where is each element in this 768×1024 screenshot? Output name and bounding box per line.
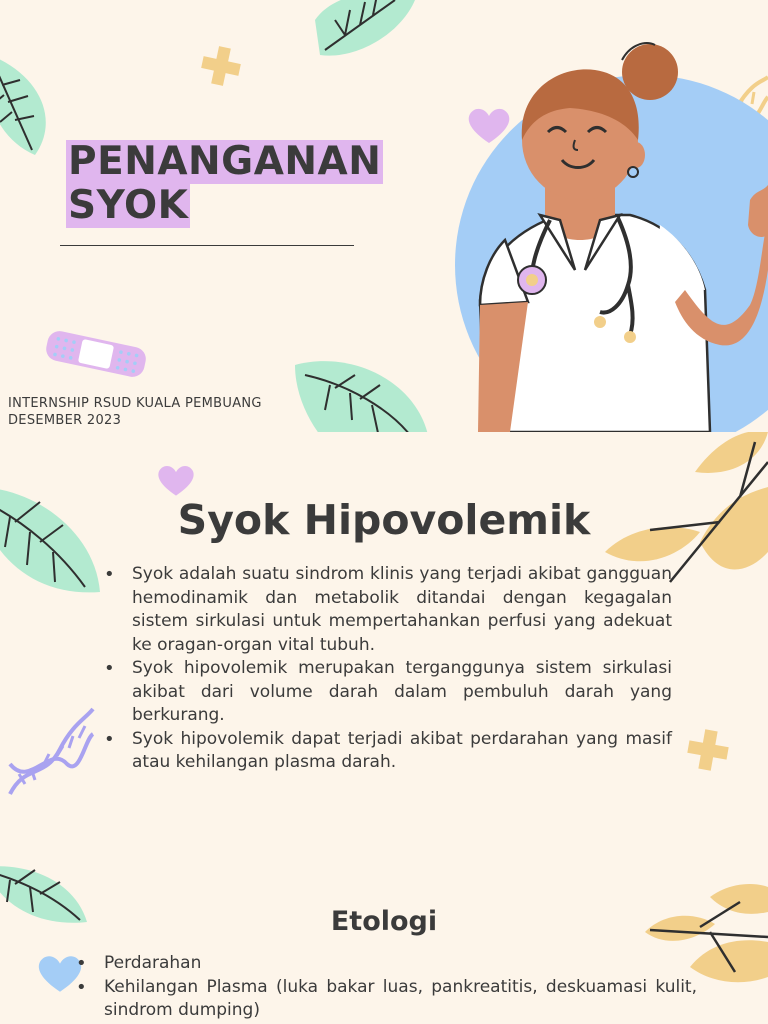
page-title	[66, 140, 383, 228]
bandage-icon	[44, 325, 148, 383]
leaf-decoration	[315, 0, 415, 60]
title-line-2: SYOK	[68, 183, 189, 228]
list-item: • Syok hipovolemik dapat terjadi akibat perdarahan yang masif atau kehilangan plasma darah.	[104, 728, 672, 775]
title-line-1: PENANGANAN	[68, 139, 382, 184]
section-heading: Etologi	[330, 906, 438, 937]
leaf-decoration	[0, 50, 55, 160]
slide-heading: Syok Hipovolemik	[177, 496, 591, 544]
subtitle	[8, 395, 262, 429]
list-item: • Kehilangan Plasma (luka bakar luas, pankreatitis, deskuamasi kulit, sindrom dumping)	[76, 976, 697, 1023]
dna-icon	[5, 704, 95, 799]
nurse-illustration	[450, 40, 768, 432]
subtitle-line-1: INTERNSHIP RSUD KUALA PEMBUANG	[8, 396, 262, 411]
medical-cross-icon	[686, 728, 730, 772]
list-item: • Perdarahan	[76, 952, 697, 976]
bullet-list	[104, 563, 672, 775]
slide-content	[0, 432, 768, 1024]
subtitle-line-2: DESEMBER 2023	[8, 413, 122, 428]
list-item: • Syok adalah suatu sindrom klinis yang terjadi akibat gangguan hemodinamik dan metabolik ditandai dengan kegagalan sistem sirkulasi untuk mempertahankan perfusi yang adekuat ke oragan-organ vital tubuh.	[104, 563, 672, 657]
slide-title	[0, 0, 768, 432]
leaf-decoration	[290, 355, 430, 432]
etiology-list	[76, 952, 697, 1023]
list-item: • Syok hipovolemik merupakan terganggunya sistem sirkulasi akibat dari volume darah dalam pembuluh darah yang berkurang.	[104, 657, 672, 728]
medical-cross-icon	[200, 45, 242, 87]
title-divider	[60, 245, 354, 246]
